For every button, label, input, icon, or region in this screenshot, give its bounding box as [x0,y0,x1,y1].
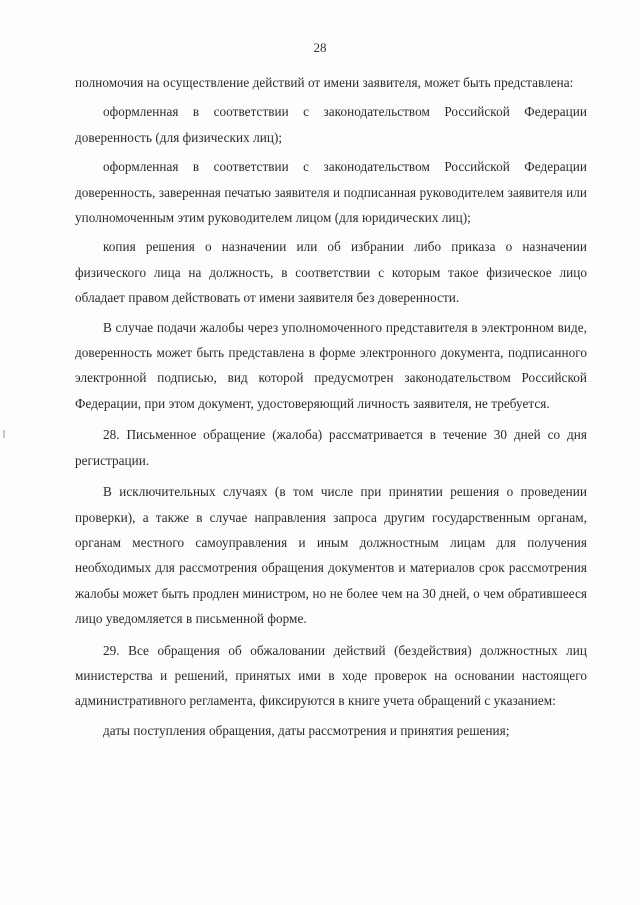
paragraph: В случае подачи жалобы через уполномоченного представителя в электронном виде, доверенность может быть представлена в форме электронного документа, подписанного электронной подписью, вид которой предусмотрен законодательством Российской Федерации, при этом документ, удостоверяющий личность заявителя, не требуется. [75,319,587,411]
page-number: 28 [313,40,327,55]
paragraph-list-item: оформленная в соответствии с законодательством Российской Федерации доверенность (для физических лиц); [75,104,587,145]
paragraph: В исключительных случаях (в том числе при принятии решения о проведении проверки), а также в случае направления запроса другим государственным органам, органам местного самоуправления и иным должностным лицам для получения необходимых для рассмотрения обращения документов и материалов срок рассмотрения жалобы может быть продлен министром, но не более чем на 30 дней, о чем обратившееся лицо уведомляется в письменной форме. [75,484,587,627]
document-body [75,70,587,743]
paragraph-list-item: оформленная в соответствии с законодательством Российской Федерации доверенность, заверенная печатью заявителя и подписанная руководителем заявителя или уполномоченным этим руководителем лицом (для юридических лиц); [75,159,587,226]
scan-artifact [3,430,5,438]
paragraph-list-item: копия решения о назначении или об избрании либо приказа о назначении физического лица на должность, в соответствии с которым такое физическое лицо обладает правом действовать от имени заявителя без доверенности. [75,239,587,306]
paragraph-clause-28: 28. Письменное обращение (жалоба) рассматривается в течение 30 дней со дня регистрации. [75,427,587,468]
paragraph-continuation: полномочия на осуществление действий от имени заявителя, может быть представлена: [75,75,574,90]
paragraph-list-item: даты поступления обращения, даты рассмотрения и принятия решения; [103,722,510,738]
paragraph-clause-29: 29. Все обращения об обжаловании действий (бездействия) должностных лиц министерства и решений, принятых ими в ходе проверок на основании настоящего административного регламента, фиксируются в книге учета обращений с указанием: [75,642,587,709]
